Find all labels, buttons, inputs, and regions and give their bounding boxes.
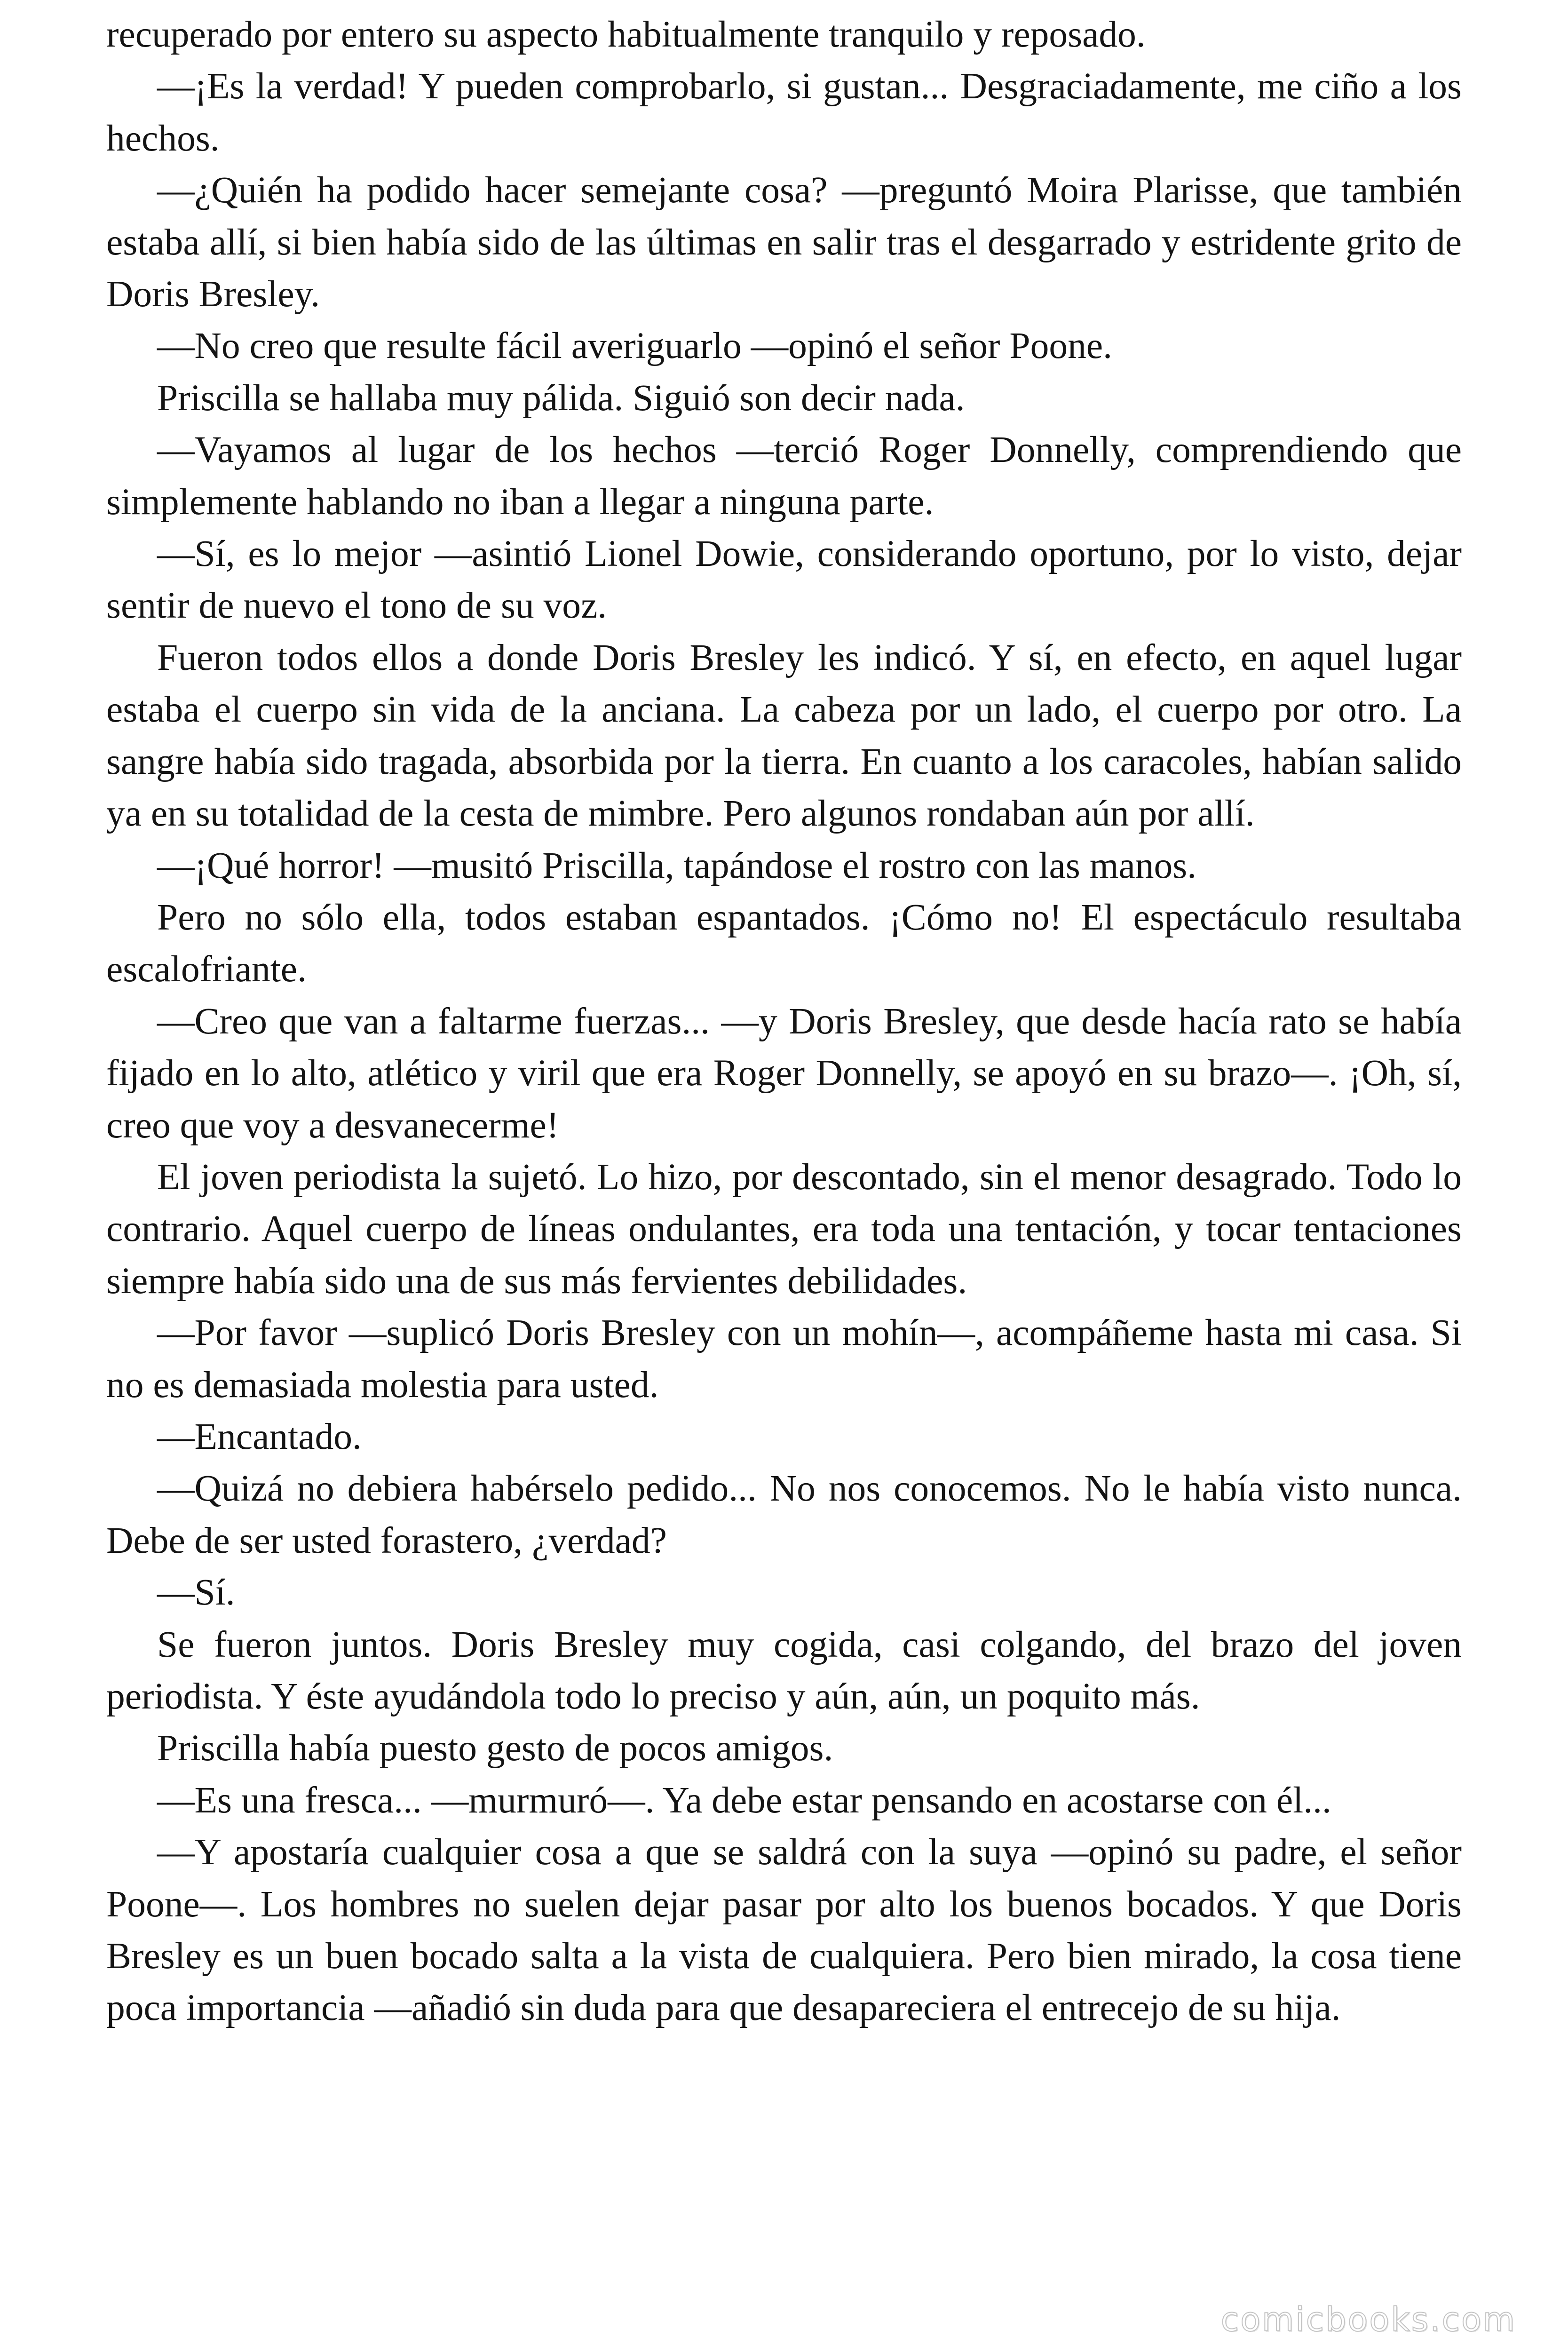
paragraph-10: Pero no sólo ella, todos estaban espantados. ¡Cómo no! El espectáculo resultaba escalofriante.: [106, 896, 1462, 990]
paragraph-8: Fueron todos ellos a donde Doris Bresley les indicó. Y sí, en efecto, en aquel lugar estaba el cuerpo sin vida de la anciana. La cabeza por un lado, el cuerpo por otro. La sangre había sido tragada, absorbida por la tierra. En cuanto a los caracoles, habían salido ya en su totalidad de la cesta de mimbre. Pero algunos rondaban aún por allí.: [106, 636, 1462, 834]
paragraph-1: recuperado por entero su aspecto habitualmente tranquilo y reposado.: [106, 14, 1146, 55]
paragraph-6: —Vayamos al lugar de los hechos —terció Roger Donnelly, comprendiendo que simplemente hablando no iban a llegar a ninguna parte.: [106, 429, 1462, 523]
paragraph-7: —Sí, es lo mejor —asintió Lionel Dowie, considerando oportuno, por lo visto, dejar sentir de nuevo el tono de su voz.: [106, 533, 1462, 627]
paragraph-16: —Sí.: [157, 1572, 235, 1613]
watermark: comicbooks.com: [1220, 2300, 1516, 2339]
body-text: [106, 8, 1462, 2034]
paragraph-20: —Y apostaría cualquier cosa a que se saldrá con la suya —opinó su padre, el señor Poone—. Los hombres no suelen dejar pasar por alto los buenos bocados. Y que Doris Bresley es un buen bocado salta a la vista de cualquiera. Pero bien mirado, la cosa tiene poca importancia —añadió sin duda para que desapareciera el entrecejo de su hija.: [106, 1831, 1462, 2029]
paragraph-11: —Creo que van a faltarme fuerzas... —y Doris Bresley, que desde hacía rato se había fijado en lo alto, atlético y viril que era Roger Donnelly, se apoyó en su brazo—. ¡Oh, sí, creo que voy a desvanecerme!: [106, 1000, 1462, 1146]
paragraph-12: El joven periodista la sujetó. Lo hizo, por descontado, sin el menor desagrado. Todo lo contrario. Aquel cuerpo de líneas ondulantes, era toda una tentación, y tocar tentaciones siempre había sido una de sus más fervientes debilidades.: [106, 1156, 1462, 1302]
paragraph-13: —Por favor —suplicó Doris Bresley con un mohín—, acompáñeme hasta mi casa. Si no es demasiada molestia para usted.: [106, 1312, 1462, 1406]
paragraph-9: —¡Qué horror! —musitó Priscilla, tapándose el rostro con las manos.: [157, 844, 1197, 886]
paragraph-14: —Encantado.: [157, 1415, 362, 1457]
paragraph-19: —Es una fresca... —murmuró—. Ya debe estar pensando en acostarse con él...: [157, 1779, 1331, 1821]
paragraph-3: —¿Quién ha podido hacer semejante cosa? —preguntó Moira Plarisse, que también estaba allí, si bien había sido de las últimas en salir tras el desgarrado y estridente grito de Doris Bresley.: [106, 169, 1462, 315]
paragraph-17: Se fueron juntos. Doris Bresley muy cogida, casi colgando, del brazo del joven periodista. Y éste ayudándola todo lo preciso y aún, aún, un poquito más.: [106, 1623, 1462, 1717]
paragraph-4: —No creo que resulte fácil averiguarlo —opinó el señor Poone.: [157, 325, 1113, 367]
paragraph-15: —Quizá no debiera habérselo pedido... No nos conocemos. No le había visto nunca. Debe de ser usted forastero, ¿verdad?: [106, 1468, 1462, 1561]
paragraph-5: Priscilla se hallaba muy pálida. Siguió son decir nada.: [157, 377, 965, 419]
paragraph-2: —¡Es la verdad! Y pueden comprobarlo, si gustan... Desgraciadamente, me ciño a los hechos.: [106, 65, 1462, 159]
paragraph-18: Priscilla había puesto gesto de pocos amigos.: [157, 1727, 833, 1769]
